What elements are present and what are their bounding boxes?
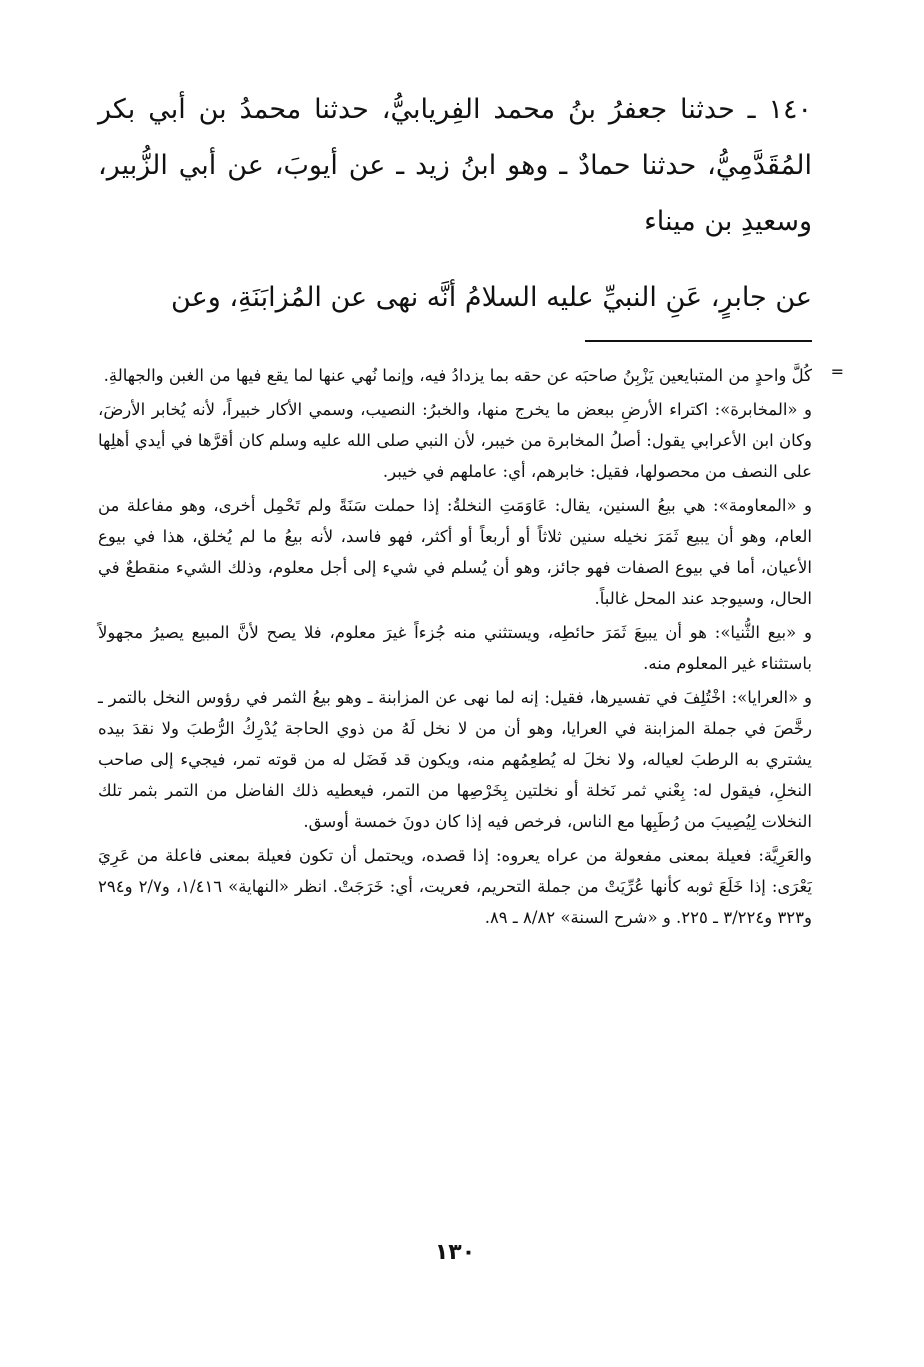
footnote-paragraph: و «بيع الثُّنيا»: هو أن يبيعَ ثَمَرَ حائطِه، ويستثني منه جُزءاً غيرَ معلوم، فلا يصح لأنَّ المبيع يصيرُ مجهولاً باستثناء غير المعلوم منه. <box>98 623 812 673</box>
footnote-divider <box>585 340 812 342</box>
page-number: ١٣٠ <box>434 1240 476 1265</box>
footnote-paragraph: والعَرِيَّة: فعيلة بمعنى مفعولة من عراه يعروه: إذا قصده، ويحتمل أن تكون فعيلة بمعنى فاعلة من عَرِيَ يَعْرَى: إذا خَلَعَ ثوبه كأنها عُرِّيَتْ من جملة التحريم، فعريت، أي: خَرَجَتْ. انظر «النهاية» ١/٤١٦، و٢/٧ و٢٩٤ و٣٢٣ و٣/٢٢٤ ـ ٢٢٥. و «شرح السنة» ٨/٨٢ ـ ٨٩. <box>98 846 812 927</box>
footnote-paragraph: كُلَّ واحدٍ من المتبايعين يَزْبِنُ صاحبَه عن حقه بما يزدادُ فيه، وإنما نُهي عنها لما يقع فيها من الغبن والجهالةِ. <box>103 366 812 385</box>
hadith-main-text <box>98 82 812 326</box>
footnote-continuation-marker: = <box>830 362 844 381</box>
footnote-paragraph: و «العرايا»: اخْتُلِفَ في تفسيرها، فقيل: إنه لما نهى عن المزابنة ـ وهو بيعُ الثمر في رؤوس النخل بالتمر ـ رخَّصَ في جملة المزابنة في العرايا، وهو أن من لا نخل لَهُ من ذوي الحاجة يُدْرِكُ الرُّطبَ ولا نقدَ بيده يشتري به الرطبَ لعياله، ولا نخلَ له يُطعِمُهم منه، ويكون قد فَضَل له من قوته تمر، فيجيء إلى صاحب النخلِ، فيقول له: بِعْني ثمر نَخلة أو نخلتين بِخَرْصِها من التمر، فيعطيه ذلك الفاضل من التمر بثمر تلك النخلات لِيُصِيبَ من رُطَبِها مع الناس، فرخص فيه إذا كان دونَ خمسة أوسق. <box>98 688 812 831</box>
footnote-paragraph: و «المعاومة»: هي بيعُ السنين، يقال: عَاوَمَتِ النخلةُ: إذا حملت سَنَةً ولم تَحْمِل أخرى، وهو مفاعلة من العام، وهو أن يبيع ثَمَرَ نخيله سنين ثلاثاً أو أربعاً أو أكثر، فهو فاسد، لأنه بيعُ ما لم يُخلق، هذا في بيوع الأعيان، أما في بيوع الصفات فهو جائز، وهو أن يُسلم في شيء إلى أجل معلوم، وذلك الشيء منقطعٌ في الحال، وسيوجد عند المحل غالباً. <box>98 496 812 608</box>
footnotes <box>98 360 812 936</box>
document-page <box>98 0 844 1367</box>
footnote-paragraph: و «المخابرة»: اكتراء الأرضِ ببعض ما يخرج منها، والخبرُ: النصيب، وسمي الأكار خبيراً، لأنه يُخابر الأرضَ، وكان ابن الأعرابي يقول: أصلُ المخابرة من خيبر، لأن النبي صلى الله عليه وسلم كان أقرَّها في أيدي أهلِها على النصف من محصولها، فقيل: خابرهم، أي: عاملهم في خيبر. <box>98 400 812 481</box>
hadith-matn: عن جابرٍ، عَنِ النبيِّ عليه السلامُ أنَّه نهى عن المُزابَنَةِ، وعن <box>171 282 812 313</box>
hadith-isnad: ١٤٠ ـ حدثنا جعفرُ بنُ محمد الفِريابيُّ، حدثنا محمدُ بن أبي بكر المُقَدَّمِيُّ، حدثنا حمادٌ ـ وهو ابنُ زيد ـ عن أيوبَ، عن أبي الزُّبير، وسعيدِ بن ميناء <box>98 94 812 237</box>
